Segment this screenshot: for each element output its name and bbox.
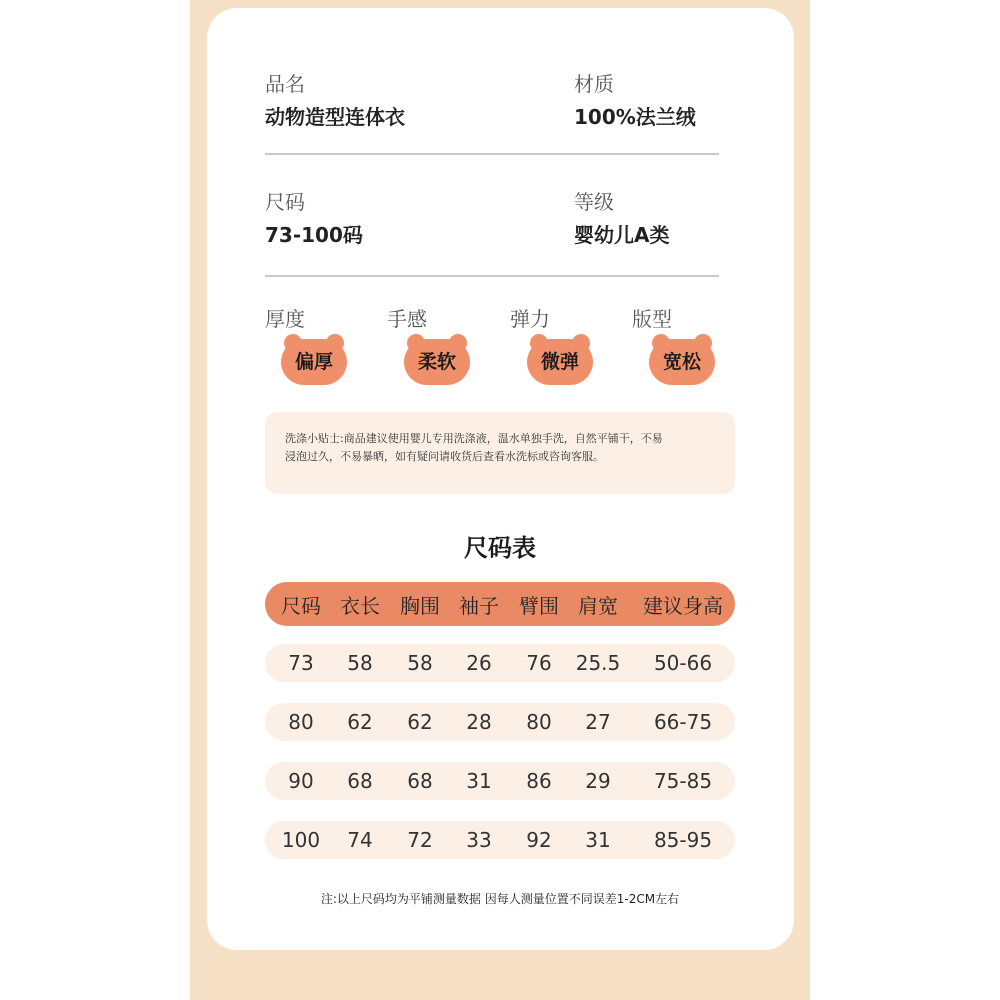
table-cell: 68 [347,769,373,793]
fit-value: 宽松 [662,350,701,373]
header-cell: 尺码 [281,593,321,618]
table-cell: 66-75 [653,710,713,734]
table-cell: 31 [585,828,611,852]
table-cell: 50-66 [653,651,713,675]
header-cell: 胸围 [400,593,440,618]
table-cell: 76 [526,651,552,675]
table-cell: 62 [407,710,433,734]
table-cell: 80 [288,710,314,734]
hand-feel-label: 手感 [387,307,427,331]
table-row [265,644,735,682]
table-cell: 58 [347,651,373,675]
elasticity-value: 微弹 [540,350,579,373]
grade-label: 等级 [574,190,614,214]
table-cell: 68 [407,769,433,793]
table-cell: 75-85 [653,769,713,793]
header-cell: 肩宽 [578,593,618,618]
thickness-label: 厚度 [265,307,305,331]
size-value: 73-100码 [265,223,363,247]
table-row [265,821,735,859]
grade-value: 婴幼儿A类 [574,223,670,247]
name-value: 动物造型连体衣 [265,105,405,129]
size-table-header [265,582,735,626]
size-table-title: 尺码表 [464,534,536,562]
divider [265,153,719,155]
name-label: 品名 [265,72,305,96]
thickness-badge [279,333,349,387]
table-cell: 26 [466,651,492,675]
table-cell: 92 [526,828,552,852]
header-cell: 衣长 [340,593,380,618]
elasticity-label: 弹力 [510,307,550,331]
thickness-value: 偏厚 [294,350,333,373]
material-label: 材质 [574,72,614,96]
table-cell: 80 [526,710,552,734]
table-cell: 100 [281,828,321,852]
table-cell: 27 [585,710,611,734]
table-cell: 25.5 [575,651,621,675]
table-cell: 74 [347,828,373,852]
hand-feel-value: 柔软 [417,350,456,373]
material-value: 100%法兰绒 [574,105,696,129]
washing-tip-line: 浸泡过久，不易暴晒，如有疑问请收货后查看水洗标或咨询客服。 [285,450,604,463]
hand-feel-badge [402,333,472,387]
table-cell: 86 [526,769,552,793]
header-cell: 袖子 [459,593,499,618]
header-cell: 臂围 [519,593,559,618]
divider [265,275,719,277]
table-cell: 85-95 [653,828,713,852]
washing-tip-line: 洗涤小贴士:商品建议使用婴儿专用洗涤液，温水单独手洗，自然平铺干，不易 [285,432,663,445]
fit-badge [647,333,717,387]
measurement-footnote: 注:以上尺码均为平铺测量数据 因每人测量位置不同误差1-2CM左右 [320,892,680,906]
elasticity-badge [525,333,595,387]
table-cell: 73 [288,651,314,675]
fit-label: 版型 [632,307,672,331]
table-cell: 90 [288,769,314,793]
table-cell: 62 [347,710,373,734]
washing-tip-box [265,412,735,494]
header-cell: 建议身高 [643,593,723,618]
table-row [265,703,735,741]
table-cell: 72 [407,828,433,852]
table-cell: 58 [407,651,433,675]
table-cell: 28 [466,710,492,734]
table-cell: 31 [466,769,492,793]
table-cell: 33 [466,828,492,852]
size-label: 尺码 [265,190,305,214]
table-row [265,762,735,800]
table-cell: 29 [585,769,611,793]
